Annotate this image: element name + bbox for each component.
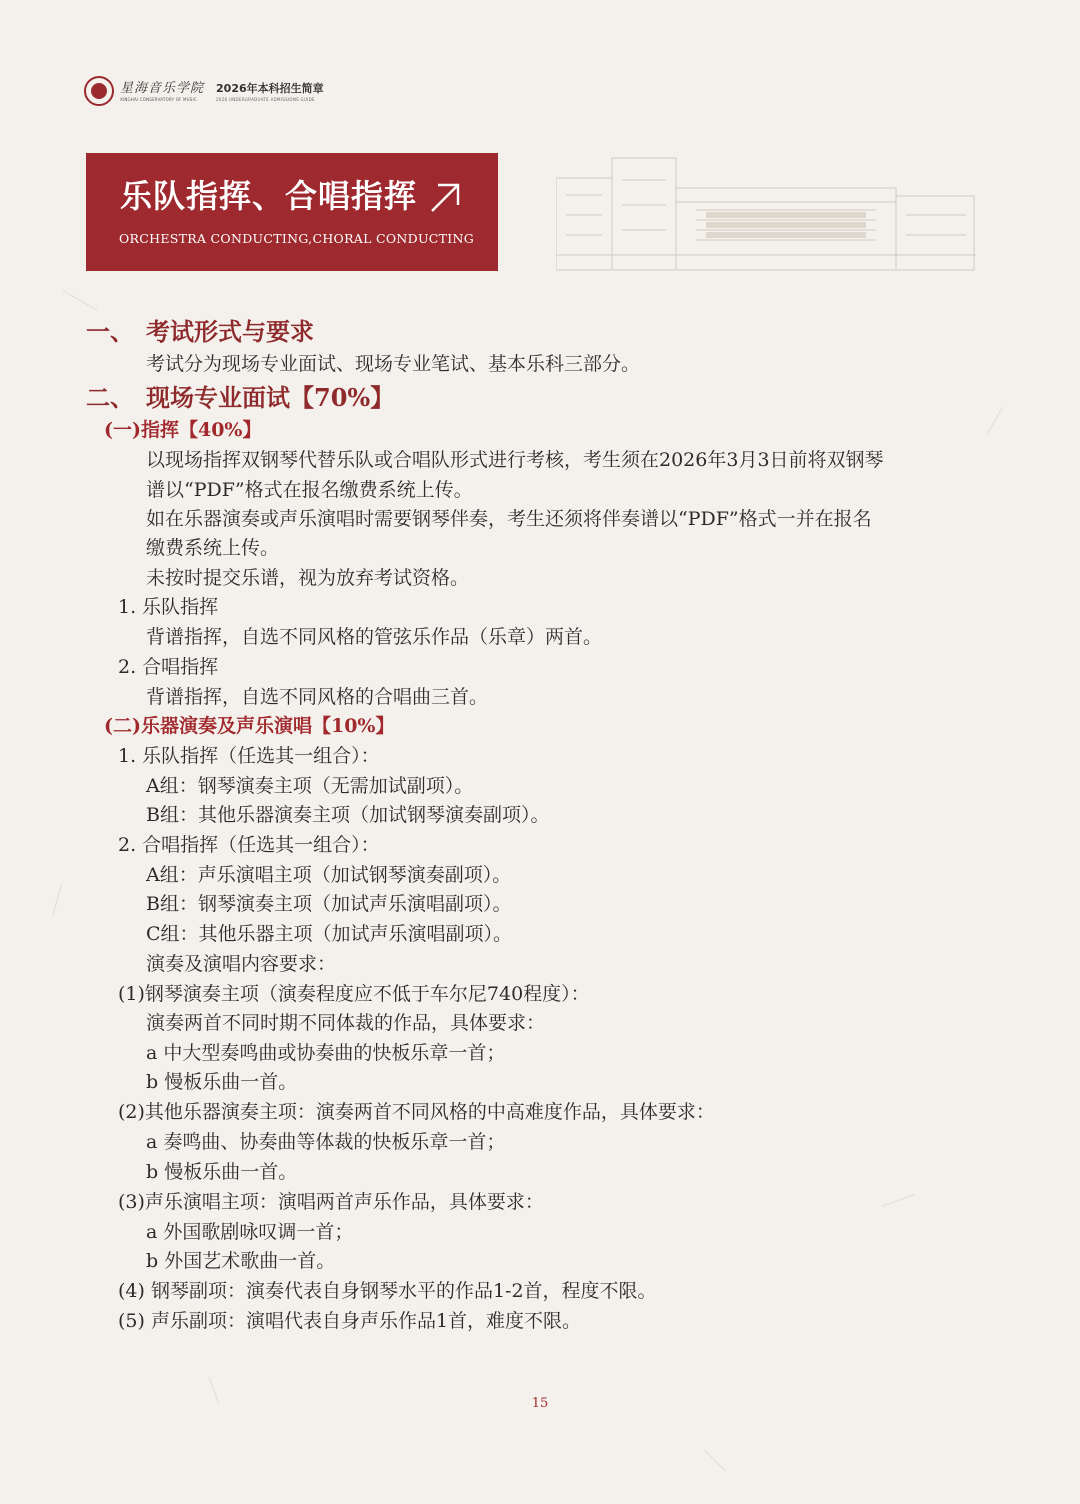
list-item-text: C组：其他乐器主项（加试声乐演唱副项）。 — [146, 923, 513, 945]
list-item-text: A组：声乐演唱主项（加试钢琴演奏副项）。 — [146, 864, 512, 886]
requirement-item: (1)钢琴演奏主项（演奏程度应不低于车尔尼740程度）： — [118, 983, 590, 1005]
requirement-item: (2)其他乐器演奏主项：演奏两首不同风格的中高难度作品，具体要求： — [118, 1101, 715, 1123]
section-banner — [86, 153, 498, 271]
guide-title — [216, 81, 324, 102]
section-1-title: 考试形式与要求 — [146, 317, 314, 346]
requirement-text: 演奏两首不同时期不同体裁的作品，具体要求： — [146, 1012, 546, 1034]
requirement-text: b 慢板乐曲一首。 — [146, 1071, 298, 1093]
subsection-1-title: (一)指挥【40%】 — [104, 419, 262, 441]
requirements-heading: 演奏及演唱内容要求： — [146, 953, 337, 975]
requirement-text: a 中大型奏鸣曲或协奏曲的快板乐章一首； — [146, 1042, 506, 1064]
school-seal-icon — [84, 76, 114, 106]
requirement-text: b 慢板乐曲一首。 — [146, 1161, 298, 1183]
page-number: 15 — [531, 1396, 549, 1411]
paragraph: 未按时提交乐谱，视为放弃考试资格。 — [146, 567, 470, 589]
list-item-text: 背谱指挥，自选不同风格的管弦乐作品（乐章）两首。 — [146, 626, 603, 648]
section-2-title: 现场专业面试【70%】 — [146, 383, 395, 412]
paragraph: 谱以“PDF”格式在报名缴费系统上传。 — [146, 479, 473, 501]
guide-title-cn: 2026年本科招生简章 — [216, 81, 324, 95]
requirement-text: b 外国艺术歌曲一首。 — [146, 1250, 336, 1272]
banner-title: 乐队指挥、合唱指挥 — [120, 177, 418, 215]
requirement-item: (4) 钢琴副项：演奏代表自身钢琴水平的作品1-2首，程度不限。 — [118, 1280, 657, 1302]
requirement-item: (5) 声乐副项：演唱代表自身声乐作品1首，难度不限。 — [118, 1310, 582, 1332]
arrow-up-right-icon — [428, 181, 462, 215]
school-logo — [120, 81, 204, 102]
paragraph: 缴费系统上传。 — [146, 537, 280, 559]
list-item-text: B组：钢琴演奏主项（加试声乐演唱副项）。 — [146, 893, 512, 915]
section-2-number: 二、 — [86, 383, 134, 412]
building-illustration — [556, 150, 976, 274]
section-1-text: 考试分为现场专业面试、现场专业笔试、基本乐科三部分。 — [146, 353, 641, 375]
list-item: 2. 合唱指挥（任选其一组合）： — [118, 834, 380, 856]
guide-title-en: 2026 UNDERGRADUATE ADMISSIONS GUIDE — [216, 96, 315, 102]
school-name-cn: 星海音乐学院 — [120, 80, 205, 96]
list-item: 1. 乐队指挥 — [118, 596, 219, 618]
requirement-text: a 奏鸣曲、协奏曲等体裁的快板乐章一首； — [146, 1131, 506, 1153]
paragraph: 如在乐器演奏或声乐演唱时需要钢琴伴奏，考生还须将伴奏谱以“PDF”格式一并在报名 — [146, 508, 872, 530]
section-1-number: 一、 — [86, 317, 134, 346]
banner-subtitle: ORCHESTRA CONDUCTING,CHORAL CONDUCTING — [119, 231, 475, 246]
list-item: 2. 合唱指挥 — [118, 656, 219, 678]
list-item-text: B组：其他乐器演奏主项（加试钢琴演奏副项）。 — [146, 804, 550, 826]
list-item-text: 背谱指挥，自选不同风格的合唱曲三首。 — [146, 686, 489, 708]
requirement-item: (3)声乐演唱主项：演唱两首声乐作品，具体要求： — [118, 1191, 544, 1213]
list-item: 1. 乐队指挥（任选其一组合）： — [118, 745, 380, 767]
paragraph: 以现场指挥双钢琴代替乐队或合唱队形式进行考核，考生须在2026年3月3日前将双钢琴 — [146, 449, 884, 471]
list-item-text: A组：钢琴演奏主项（无需加试副项）。 — [146, 775, 474, 797]
page-header — [84, 74, 324, 108]
subsection-2-title: (二)乐器演奏及声乐演唱【10%】 — [104, 715, 395, 737]
school-name-en: XINGHAI CONSERVATORY OF MUSIC — [120, 96, 197, 102]
requirement-text: a 外国歌剧咏叹调一首； — [146, 1221, 354, 1243]
